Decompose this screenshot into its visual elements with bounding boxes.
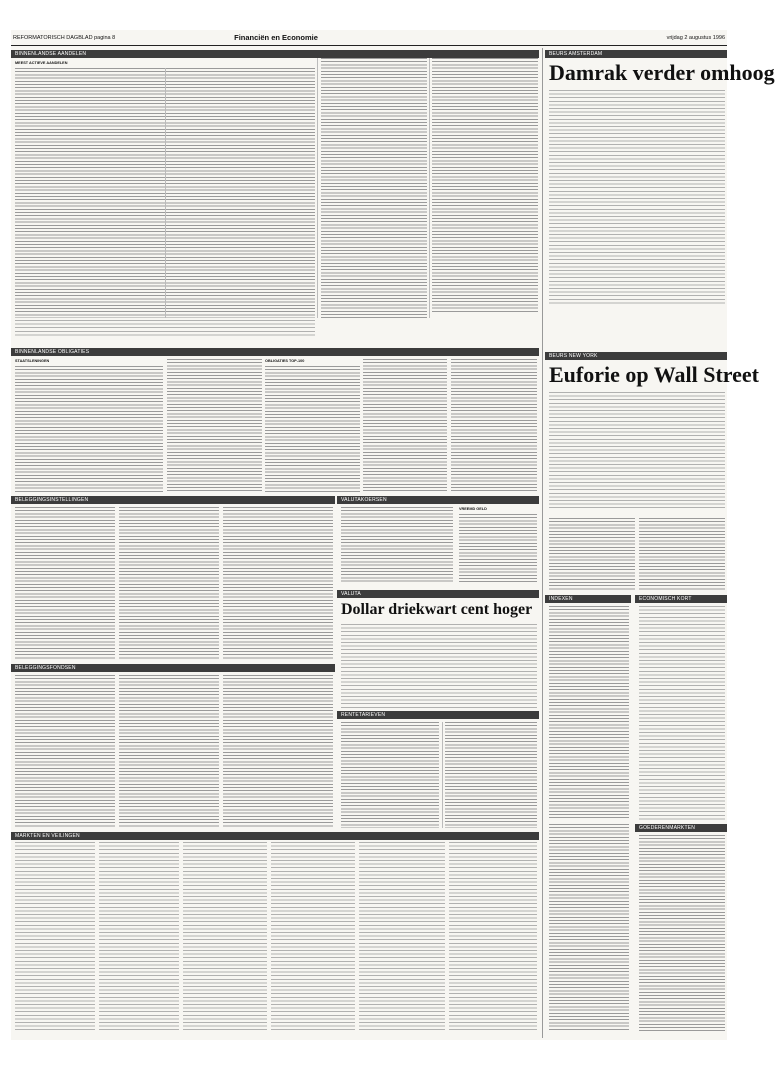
amsterdam-article-text	[549, 90, 725, 306]
newspaper-page	[11, 30, 775, 1040]
obligaties-top-table	[265, 366, 360, 493]
masthead-rule	[11, 45, 727, 46]
section-valutakoersen: VALUTAKOERSEN	[337, 496, 539, 504]
section-beurs-amsterdam: BEURS AMSTERDAM	[545, 50, 727, 58]
masthead-title: Financiën en Economie	[234, 33, 318, 42]
masthead-left: REFORMATORISCH DAGBLAD pagina 8	[13, 35, 116, 41]
goederenmarkten-table	[639, 835, 725, 1032]
section-economisch-kort: ECONOMISCH KORT	[635, 595, 727, 603]
valuta-headline: Dollar driekwart cent hoger	[341, 601, 533, 618]
valutakoersen-table	[341, 507, 453, 583]
section-valuta: VALUTA	[337, 590, 539, 598]
beleggingsinst-table-2	[119, 507, 219, 660]
newyork-headline: Euforie op Wall Street	[549, 362, 760, 387]
aandelen-table-right	[432, 58, 538, 313]
staatsleningen-table	[15, 366, 163, 493]
column-rule	[442, 722, 443, 828]
section-markten-en-veilingen: MARKTEN EN VEILINGEN	[11, 832, 539, 840]
markten-col-3	[183, 842, 267, 1032]
obligaties-table-5	[451, 359, 537, 493]
rentetarieven-table	[341, 722, 439, 828]
column-rule	[165, 68, 166, 318]
masthead	[11, 33, 727, 44]
newyork-table-2	[639, 518, 725, 590]
vreemd-geld-table	[459, 514, 537, 584]
beleggingsfondsen-table-3	[223, 675, 333, 828]
section-rentetarieven: RENTETARIEVEN	[337, 711, 539, 719]
section-beleggingsfondsen: BELEGGINGSFONDSEN	[11, 664, 335, 672]
staatsleningen-heading: STAATSLENINGEN	[15, 359, 50, 363]
aandelen-table-mid	[321, 58, 427, 318]
column-rule	[317, 58, 318, 318]
vreemd-geld-heading: VREEMD GELD	[459, 507, 487, 511]
markten-col-5	[359, 842, 445, 1032]
beleggingsinst-table-3	[223, 507, 333, 660]
markten-col-2	[99, 842, 179, 1032]
section-indexen: INDEXEN	[545, 595, 631, 603]
beleggingsinst-table-1	[15, 507, 115, 660]
beleggingsfondsen-table-1	[15, 675, 115, 828]
beleggingsfondsen-table-2	[119, 675, 219, 828]
rentetarieven-table-2	[445, 722, 537, 828]
economisch-kort-text	[639, 606, 725, 820]
right-column-rule	[542, 48, 543, 1038]
aandelen-footnote	[15, 320, 315, 336]
obligaties-table-2	[167, 359, 262, 493]
amsterdam-headline: Damrak verder omhoog	[549, 60, 775, 85]
section-goederenmarkten: GOEDERENMARKTEN	[635, 824, 727, 832]
section-beleggingsinstellingen: BELEGGINGSINSTELLINGEN	[11, 496, 335, 504]
obligaties-top-heading: OBLIGATIES TOP-100	[265, 359, 305, 363]
column-rule	[429, 58, 430, 318]
markten-col-1	[15, 842, 95, 1032]
indexen-table-2	[549, 824, 629, 1032]
markten-col-6	[449, 842, 537, 1032]
newyork-article-text	[549, 392, 725, 510]
markten-col-4	[271, 842, 355, 1032]
section-binnenlandse-obligaties: BINNENLANDSE OBLIGATIES	[11, 348, 539, 356]
masthead-date: vrijdag 2 augustus 1996	[666, 35, 725, 41]
indexen-table	[549, 606, 629, 820]
obligaties-table-4	[363, 359, 447, 493]
meest-actieve-heading: MEEST ACTIEVE AANDELEN	[15, 61, 68, 65]
section-binnenlandse-aandelen: BINNENLANDSE AANDELEN	[11, 50, 539, 58]
valuta-article-text	[341, 624, 537, 708]
newyork-table-1	[549, 518, 635, 590]
section-beurs-newyork: BEURS NEW YORK	[545, 352, 727, 360]
